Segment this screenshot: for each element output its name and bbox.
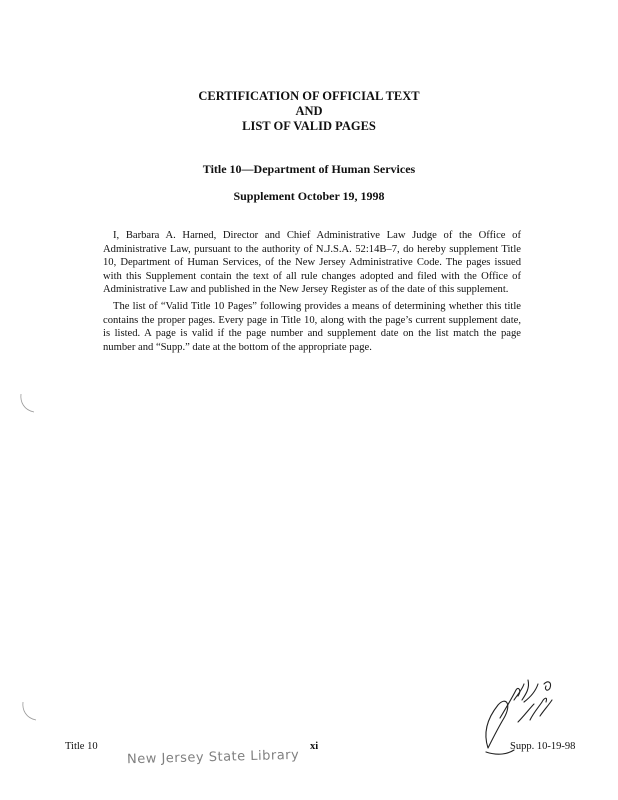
scan-mark	[20, 700, 40, 722]
footer-page-number: xi	[310, 741, 319, 752]
heading-and: AND	[295, 104, 323, 118]
library-stamp: New Jersey State Library	[126, 747, 300, 768]
valid-pages-paragraph: The list of “Valid Title 10 Pages” following provides a means of determining whether this title contains the proper pages. Every page in Title 10, along with the page’s current supplement date, is listed. A page is valid if the page number and supplement date on the list match the page number and “Supp.” date at the bottom of the appropriate page.	[103, 301, 521, 353]
footer-title: Title 10	[65, 741, 98, 752]
handwritten-signature	[478, 660, 558, 760]
certification-paragraph: I, Barbara A. Harned, Director and Chief Administrative Law Judge of the Office of Administrative Law, pursuant to the authority of N.J.S.A. 52:14B–7, do hereby supplement Title 10, Department of Human Services, of the New Jersey Administrative Code. The pages issued with this Supplement contain the text of all rule changes adopted and filed with the Office of Administrative Law and published in the New Jersey Register as of the date of this supplement.	[103, 230, 521, 296]
title-subtitle: Title 10—Department of Human Services	[202, 162, 416, 176]
certification-heading: CERTIFICATION OF OFFICIAL TEXT	[198, 89, 420, 103]
valid-pages-heading: LIST OF VALID PAGES	[242, 119, 376, 133]
supplement-date: Supplement October 19, 1998	[233, 189, 385, 203]
scan-mark	[18, 392, 38, 414]
footer-supp-date: Supp. 10-19-98	[510, 741, 576, 752]
